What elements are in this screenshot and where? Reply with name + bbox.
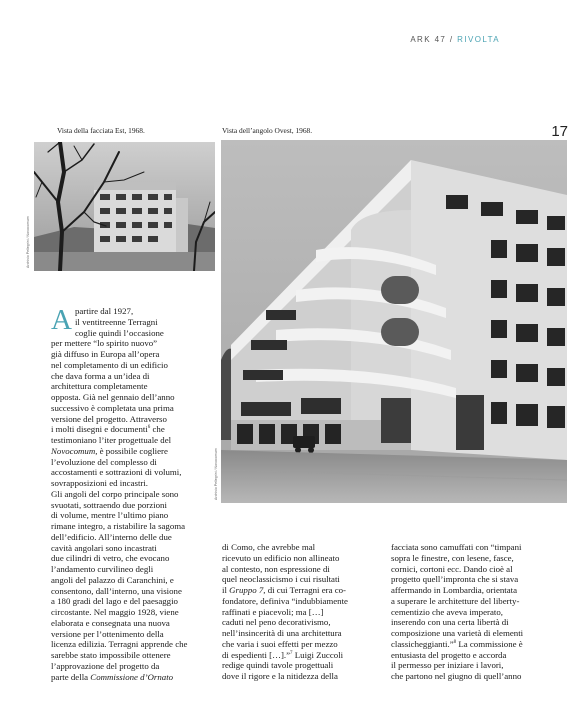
text-line (222, 650, 387, 661)
right-photo-credit: Archivio Pellegrini / Novocomum (214, 448, 218, 500)
page-number: 17 (551, 123, 568, 140)
text-line: cavità angolari sono incastrati (51, 542, 157, 553)
text-line (51, 672, 221, 683)
text-line: cementizio che aveva imperato, (391, 606, 503, 617)
left-photo-credit: Archivio Pellegrini / Novocomum (26, 216, 30, 268)
text-line: il permesso per iniziare i lavori, (391, 660, 504, 671)
text-line: il ventitreenne Terragni (74, 316, 158, 327)
text-line: al contesto, non espressione di (222, 563, 330, 574)
text-line: di Como, che avrebbe mal (222, 542, 316, 552)
text-line: composizione una varietà di elementi (391, 628, 524, 638)
text-line (391, 639, 567, 650)
text-line: opposta. Già nel gennaio dell’anno (51, 392, 175, 402)
text-line: che partono nel giugno di quell’anno (391, 671, 522, 681)
text-line: quel neoclassicismo i cui risultati (222, 574, 340, 585)
text-line: due cilindri di vetro, che evocano (51, 553, 170, 564)
text-line: licenza edilizia. Terragni apprende che (51, 639, 188, 650)
text-line: sarebbe stato impossibile ottenere (51, 650, 171, 660)
text-line: angoli del palazzo di Caranchini, e (51, 574, 174, 585)
text-line: progetto quell’impronta che si stava (391, 574, 519, 585)
column-2-paragraph (222, 542, 387, 682)
text-line: elaborata e consegnata una nuova (51, 617, 170, 628)
text-line-part: versione del progetto. Attraverso (51, 413, 167, 424)
text-line: entusiasta del progetto e accorda (391, 649, 507, 660)
text-line-part: , è possibile cogliere (95, 445, 168, 456)
emphasis-gruppo-7: Gruppo 7 (229, 585, 264, 595)
text-line: di volume, mentre l’ultimo piano (51, 510, 169, 521)
text-line-part: parte della (51, 671, 91, 682)
text-line: per mettere “lo spirito nuovo” (51, 338, 158, 349)
text-line-part: La commissione è (456, 638, 523, 649)
text-line (51, 414, 221, 425)
text-line: l’evoluzione del complesso di (51, 456, 157, 467)
text-line: affermando in Lombardia, orientata (391, 585, 518, 595)
journal-label: ARK 47 / (410, 35, 458, 44)
text-line: l’andamento curvilineo degli (51, 564, 154, 574)
text-line-part: Luigi Zuccoli (292, 649, 344, 660)
text-line: facciata sono camuffati con “timpani (391, 542, 522, 552)
text-line: nell’insincerità di una architettura (222, 628, 342, 638)
section-label: RIVOLTA (457, 35, 500, 44)
text-line: raffinati e piacevoli; ma […] (222, 606, 324, 617)
text-line: coglie quindi l’occasione (74, 327, 164, 338)
text-line: successivo è completata una prima (51, 402, 174, 413)
text-line: testimoniano l’iter progettuale del (51, 435, 172, 445)
text-line: Gli angoli del corpo principale sono (51, 488, 179, 499)
text-column-2 (222, 542, 387, 682)
footnote-marker: 8 (453, 639, 457, 645)
text-line: a superare le architetture del liberty- (391, 595, 520, 606)
column-3-paragraph (391, 542, 567, 682)
text-column-1 (51, 306, 221, 682)
text-line: già diffuso in Europa all’opera (51, 349, 160, 359)
text-column-3 (391, 542, 567, 682)
text-line: redige quindi tavole progettuali (222, 660, 334, 671)
text-line: ricevuto un edificio non allineato (222, 552, 340, 563)
emphasis-commissione: Commissione d’Ornato (90, 671, 174, 682)
right-photo-caption: Vista dell’angolo Ovest, 1968. (222, 126, 313, 135)
text-line (222, 585, 387, 596)
text-line: nel completamento di un edificio (51, 359, 168, 370)
text-line: accostamenti e sottrazioni di volumi, (51, 467, 182, 478)
column-1-paragraph (51, 306, 221, 682)
right-photo-west-corner (221, 140, 567, 503)
text-line: svuotati, sottraendo due porzioni (51, 499, 167, 510)
footnote-marker: 6 (147, 425, 151, 431)
text-line: cornici, cortoni ecc. Dando cioè al (391, 563, 513, 574)
text-line: che dava forma a un’idea di (51, 370, 150, 381)
text-line: partire dal 1927, (74, 306, 134, 316)
left-photo-east-facade (34, 142, 215, 271)
text-line: caduti nel peno decorativismo, (222, 617, 331, 628)
text-line: inserendo con una certa libertà di (391, 617, 509, 628)
text-line: sopra le finestre, con lesene, fasce, (391, 552, 514, 563)
text-line: sovrapposizioni ed incastri. (51, 478, 149, 488)
text-line: consentono, dall’interno, una visione (51, 585, 182, 596)
text-line: fondatore, definiva “indubbiamente (222, 595, 348, 606)
text-line-part: i molti disegni e documenti (51, 424, 148, 435)
text-line: circostante. Nel maggio 1928, viene (51, 607, 179, 617)
text-line: dell’edificio. All’interno delle due (51, 531, 172, 542)
text-line-part: che (150, 424, 165, 435)
drop-cap: A (51, 304, 72, 336)
text-line-part: classicheggianti.” (391, 638, 454, 649)
text-line-part: il (222, 585, 230, 595)
text-line: architettura completamente (51, 381, 148, 392)
text-line: l’approvazione del progetto da (51, 660, 160, 671)
text-line (51, 424, 221, 435)
footnote-marker: 7 (290, 650, 293, 656)
text-line: versione per l’ottenimento della (51, 628, 164, 639)
text-line: a 180 gradi del lago e del paesaggio (51, 596, 178, 607)
text-line (51, 446, 221, 457)
emphasis-novocomum: Novocomum (51, 445, 96, 456)
text-line: che varia i suoi effetti per mezzo (222, 638, 338, 649)
text-line: dove il rigore e la nitidezza della (222, 671, 338, 681)
running-header (410, 35, 500, 44)
text-line: rimane integro, a ristabilire la sagoma (51, 521, 186, 531)
text-line-part: , di cui Terragni era co- (263, 585, 346, 595)
left-photo-caption: Vista della facciata Est, 1968. (57, 126, 145, 135)
text-line-part: di espedienti […].” (222, 649, 291, 660)
